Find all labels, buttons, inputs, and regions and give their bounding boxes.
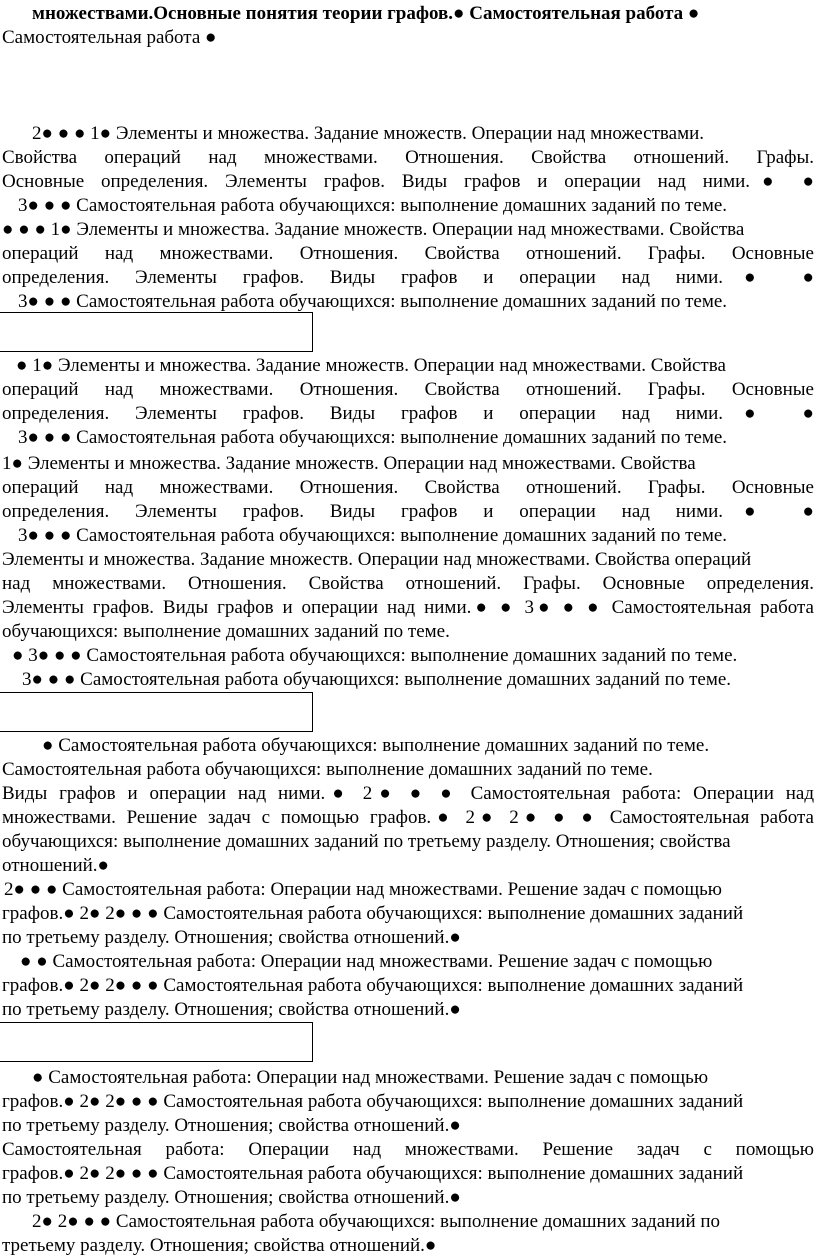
text-line: определения. Элементы графов. Виды графов и операции над ними.● ● [2, 267, 814, 288]
text-line: Самостоятельная работа обучающихся: выполнение домашних заданий по теме. [2, 759, 653, 780]
text-line: 3● ● ● Самостоятельная работа обучающихся: выполнение домашних заданий по теме. [18, 291, 728, 312]
text-line: по третьему разделу. Отношения; свойства отношений.● [2, 1115, 461, 1136]
text-line: по третьему разделу. Отношения; свойства отношений.● [2, 1187, 461, 1208]
text-line: Самостоятельная работа ● [2, 27, 217, 48]
empty-table-cell [0, 1022, 313, 1062]
text-line: графов.● 2● 2● ● ● Самостоятельная работа обучающихся: выполнение домашних заданий [2, 1163, 744, 1184]
text-line: ● ● ● 1● Элементы и множества. Задание множеств. Операции над множествами. Свойства [2, 219, 745, 240]
text-line: операций над множествами. Отношения. Свойства отношений. Графы. Основные [2, 243, 814, 264]
text-line: третьему разделу. Отношения; свойства отношений.● [2, 1235, 437, 1256]
text-line: Виды графов и операции над ними.● 2● ● ● Самостоятельная работа: Операции над [2, 783, 814, 804]
text-line: операций над множествами. Отношения. Свойства отношений. Графы. Основные [2, 477, 814, 498]
text-line: над множествами. Отношения. Свойства отношений. Графы. Основные определения. [2, 573, 814, 594]
text-line: отношений.● [2, 855, 110, 876]
text-line: графов.● 2● 2● ● ● Самостоятельная работа обучающихся: выполнение домашних заданий [2, 1091, 744, 1112]
text-line: Самостоятельная работа: Операции над множествами. Решение задач с помощью [2, 1139, 814, 1160]
text-line: Свойства операций над множествами. Отношения. Свойства отношений. Графы. [2, 147, 814, 168]
text-line: 3● ● ● Самостоятельная работа обучающихся: выполнение домашних заданий по теме. [18, 525, 728, 546]
text-line: 1● Элементы и множества. Задание множеств. Операции над множествами. Свойства [2, 453, 696, 474]
text-line: множествами. Решение задач с помощью графов.● 2● 2● ● ● Самостоятельная работа [2, 807, 814, 828]
text-line: операций над множествами. Отношения. Свойства отношений. Графы. Основные [2, 379, 814, 400]
text-line: обучающихся: выполнение домашних заданий по третьему разделу. Отношения; свойства [2, 831, 731, 852]
text-line: ● 1● Элементы и множества. Задание множеств. Операции над множествами. Свойства [16, 355, 726, 376]
text-line: по третьему разделу. Отношения; свойства отношений.● [2, 927, 461, 948]
text-line: по третьему разделу. Отношения; свойства отношений.● [2, 999, 461, 1020]
empty-table-cell [0, 312, 313, 352]
text-line: 2● 2● ● ● Самостоятельная работа обучающихся: выполнение домашних заданий по [32, 1211, 721, 1232]
text-line: обучающихся: выполнение домашних заданий по теме. [2, 621, 450, 642]
text-line: ● Самостоятельная работа: Операции над множествами. Решение задач с помощью [32, 1067, 709, 1088]
text-line: 3● ● ● Самостоятельная работа обучающихся: выполнение домашних заданий по теме. [18, 427, 728, 448]
text-line: 3● ● ● Самостоятельная работа обучающихся: выполнение домашних заданий по теме. [18, 195, 728, 216]
text-line: определения. Элементы графов. Виды графов и операции над ними.● ● [2, 501, 814, 522]
empty-table-cell [0, 692, 313, 732]
text-line: ● Самостоятельная работа обучающихся: выполнение домашних заданий по теме. [42, 735, 710, 756]
text-line: 2● ● ● 1● Элементы и множества. Задание множеств. Операции над множествами. [32, 123, 705, 144]
text-line: 2● ● ● Самостоятельная работа: Операции над множествами. Решение задач с помощью [4, 879, 722, 900]
text-line: Основные определения. Элементы графов. Виды графов и операции над ними.● ● [2, 171, 814, 192]
text-line: ● 3● ● ● Самостоятельная работа обучающихся: выполнение домашних заданий по теме. [12, 645, 738, 666]
text-line: ● ● Самостоятельная работа: Операции над множествами. Решение задач с помощью [20, 951, 713, 972]
text-line: Элементы графов. Виды графов и операции над ними.● ● 3● ● ● Самостоятельная работа [2, 597, 814, 618]
text-line: графов.● 2● 2● ● ● Самостоятельная работа обучающихся: выполнение домашних заданий [2, 975, 744, 996]
text-line: Элементы и множества. Задание множеств. Операции над множествами. Свойства операций [2, 549, 752, 570]
text-line: графов.● 2● 2● ● ● Самостоятельная работа обучающихся: выполнение домашних заданий [2, 903, 744, 924]
text-line: 3● ● ● Самостоятельная работа обучающихся: выполнение домашних заданий по теме. [22, 669, 732, 690]
text-line: множествами.Основные понятия теории графов.● Самостоятельная работа ● [32, 3, 700, 24]
text-line: определения. Элементы графов. Виды графов и операции над ними.● ● [2, 403, 814, 424]
